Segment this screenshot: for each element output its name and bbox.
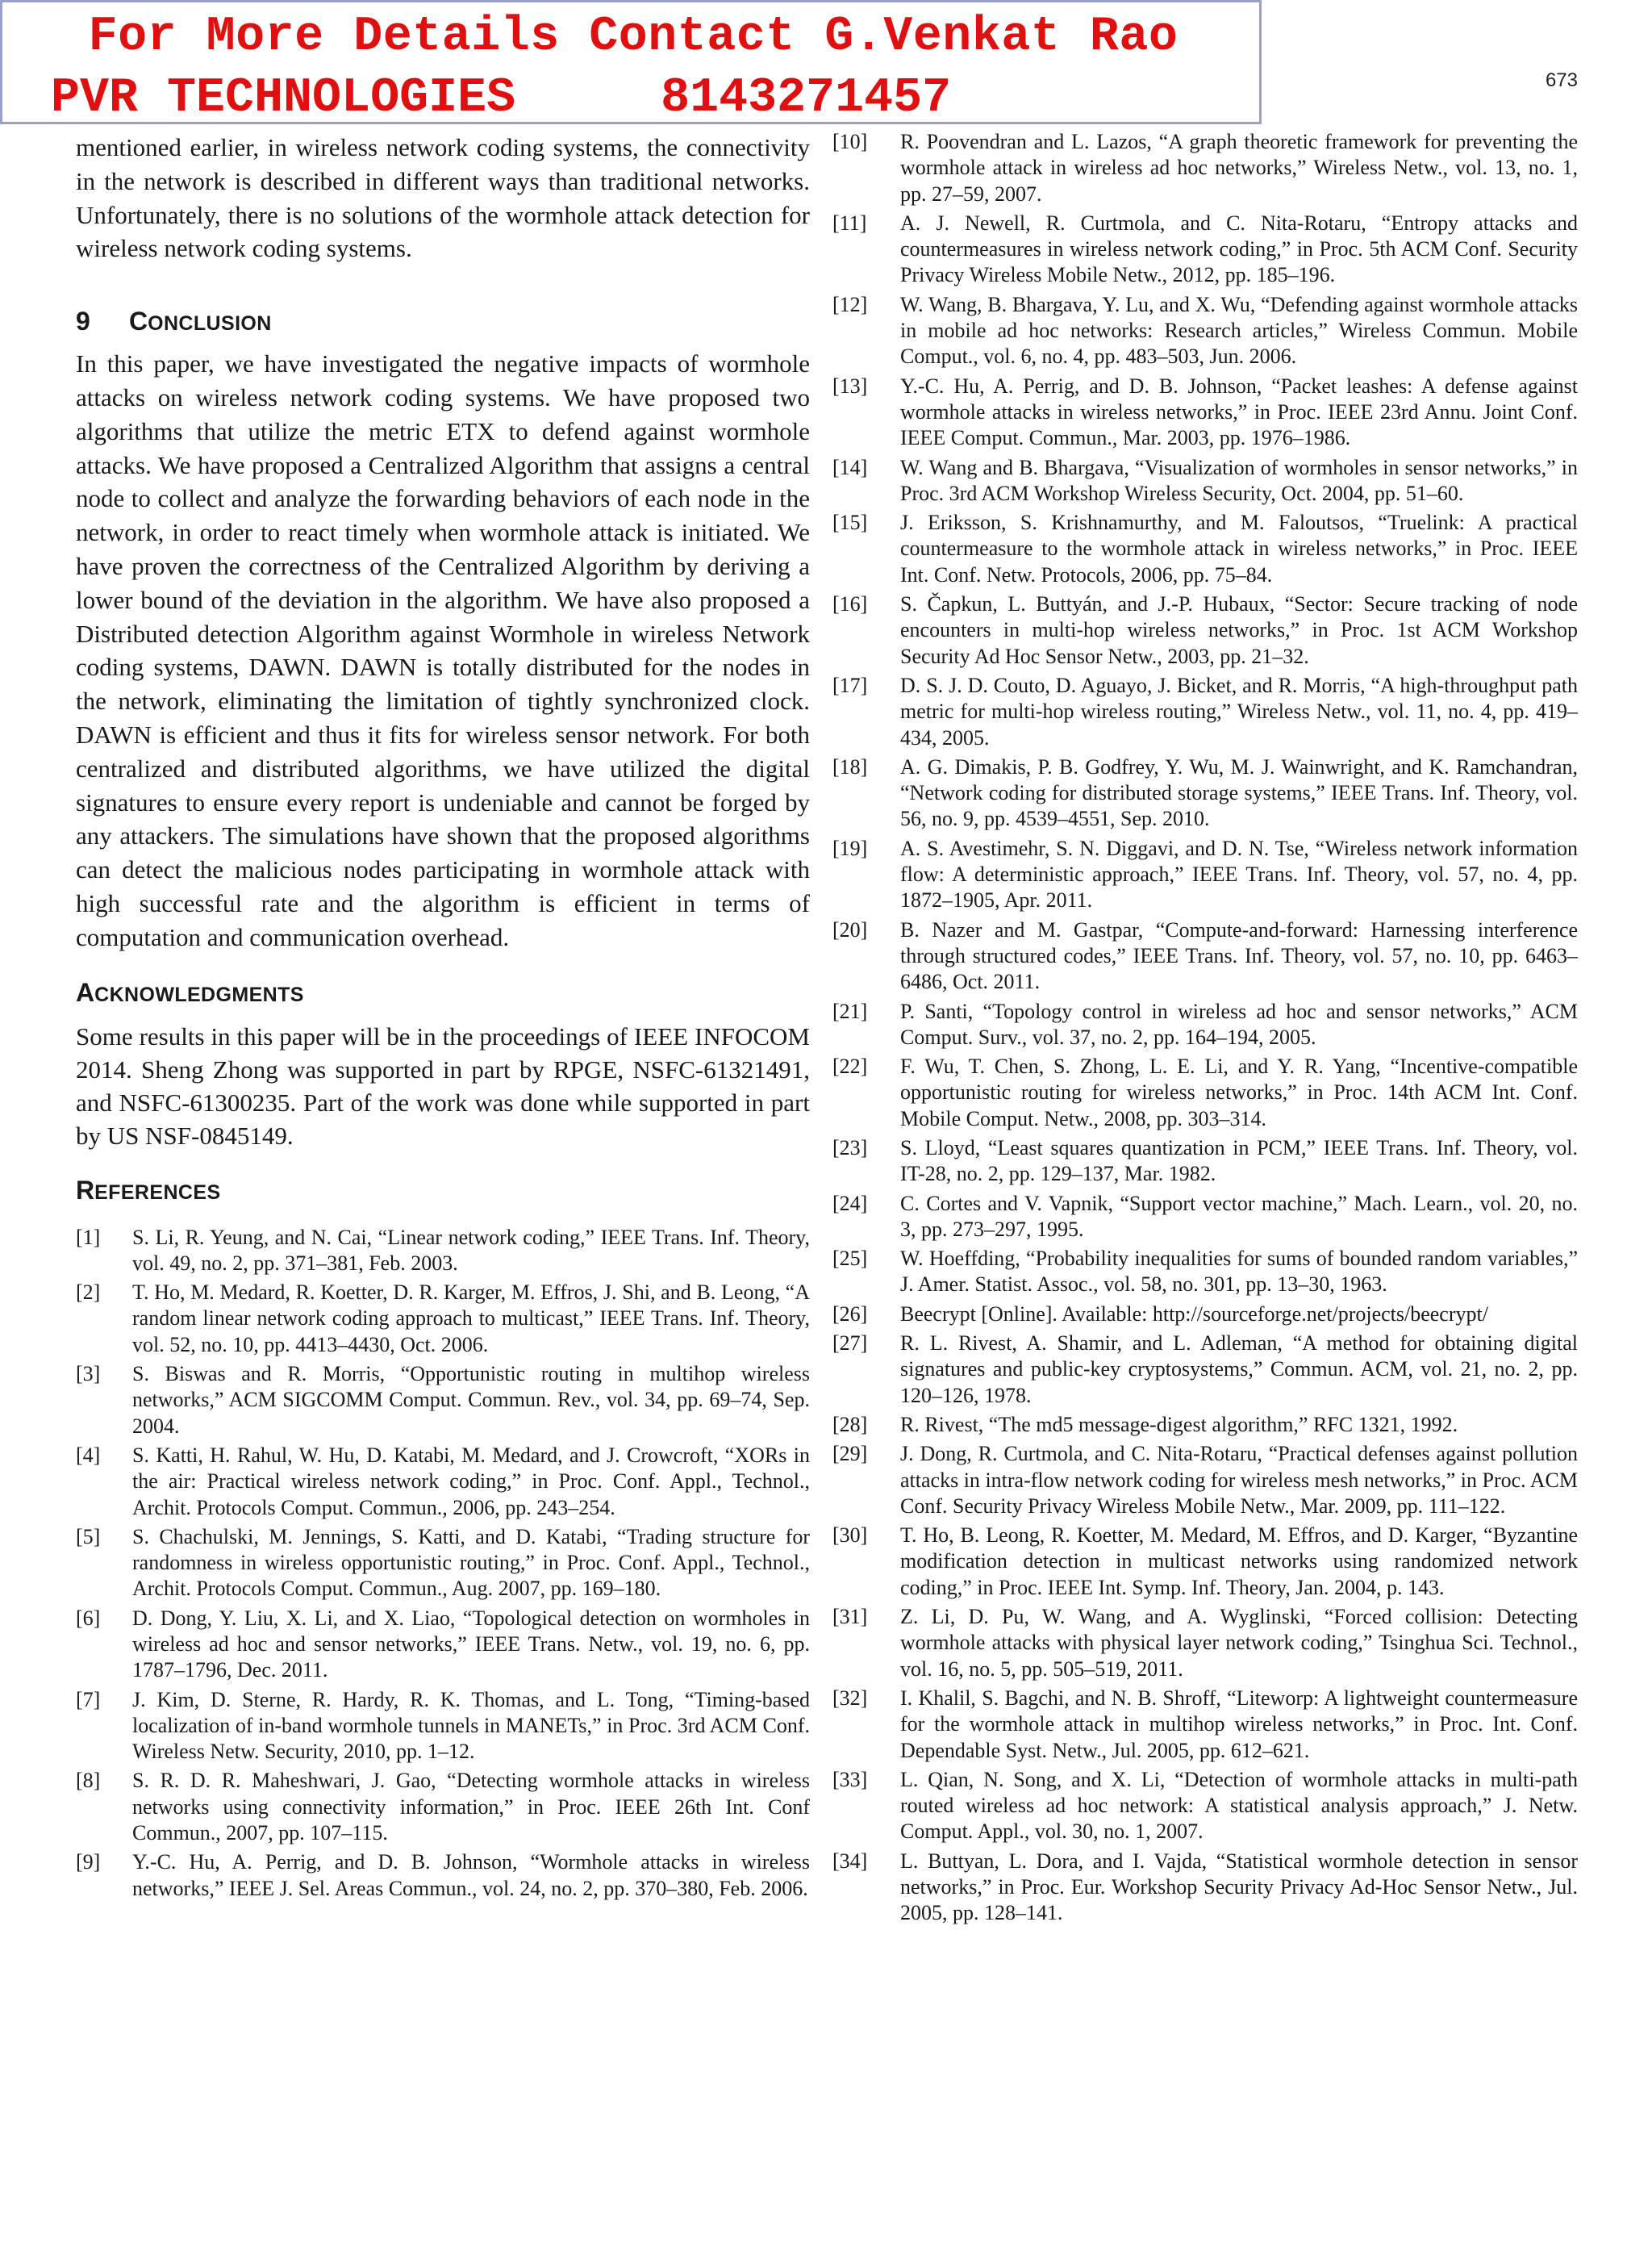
contact-banner <box>0 0 1262 124</box>
reference-text: S. Čapkun, L. Buttyán, and J.-P. Hubaux, “Sector: Secure tracking of node encounters in multi-hop wireless networks,” in Proc. 1st ACM Workshop Security Ad Hoc Sensor Netw., 2003, pp. 21–32. <box>900 592 1578 668</box>
reference-item <box>76 1225 810 1277</box>
references-heading <box>76 1174 810 1209</box>
reference-text: R. Poovendran and L. Lazos, “A graph theoretic framework for preventing the wormhole attack in wireless ad hoc networks,” Wireless Netw., vol. 13, no. 1, pp. 27–59, 2007. <box>900 130 1578 206</box>
reference-text: S. Li, R. Yeung, and N. Cai, “Linear network coding,” IEEE Trans. Inf. Theory, vol. 49, no. 2, pp. 371–381, Feb. 2003. <box>132 1225 810 1275</box>
reference-number: [20] <box>832 917 868 942</box>
reference-text: Beecrypt [Online]. Available: http://sourceforge.net/projects/beecrypt/ <box>900 1301 1488 1326</box>
reference-number: [26] <box>832 1301 868 1326</box>
banner-contact-line: For More Details Contact G.Venkat Rao <box>88 10 1179 65</box>
reference-text: Y.-C. Hu, A. Perrig, and D. B. Johnson, “Wormhole attacks in wireless networks,” IEEE J. Sel. Areas Commun., vol. 24, no. 2, pp. 370–380, Feb. 2006. <box>132 1850 810 1900</box>
reference-text: Y.-C. Hu, A. Perrig, and D. B. Johnson, “Packet leashes: A defense against wormhole attacks in wireless networks,” in Proc. IEEE 23rd Annu. Joint Conf. IEEE Comput. Commun., Mar. 2003, pp. 1976–1986. <box>900 374 1578 450</box>
reference-text: J. Dong, R. Curtmola, and C. Nita-Rotaru, “Practical defenses against pollution attacks in intra-flow network coding for wireless mesh networks,” in Proc. ACM Conf. Security Privacy Wireless Mobile Netw., Mar. 2009, pp. 111–122. <box>900 1442 1578 1518</box>
reference-item <box>832 1686 1578 1764</box>
reference-item <box>76 1687 810 1765</box>
reference-text: L. Buttyan, L. Dora, and I. Vajda, “Statistical wormhole detection in sensor networks,” in Proc. Eur. Workshop Security Privacy Ad-Hoc Sensor Netw., Jul. 2005, pp. 128–141. <box>900 1849 1578 1925</box>
reference-text: D. S. J. D. Couto, D. Aguayo, J. Bicket, and R. Morris, “A high-throughput path metric for multi-hop wireless routing,” Wireless Netw., vol. 11, no. 4, pp. 419–434, 2005. <box>900 673 1578 750</box>
acknowledgments-title-first: A <box>76 977 95 1007</box>
reference-item <box>832 455 1578 508</box>
reference-text: F. Wu, T. Chen, S. Zhong, L. E. Li, and Y. R. Yang, “Incentive-compatible opportunistic routing for wireless networks,” in Proc. 14th ACM Int. Conf. Mobile Comput. Netw., 2008, pp. 303–314. <box>900 1055 1578 1130</box>
reference-number: [22] <box>832 1055 868 1079</box>
conclusion-title-first: C <box>129 307 148 336</box>
reference-item <box>832 292 1578 370</box>
reference-text: B. Nazer and M. Gastpar, “Compute-and-forward: Harnessing interference through structured codes,” IEEE Trans. Inf. Theory, vol. 57, no. 10, pp. 6463–6486, Oct. 2011. <box>900 917 1578 994</box>
banner-phone: 8143271457 <box>661 71 952 126</box>
reference-number: [34] <box>832 1849 868 1873</box>
reference-item <box>76 1443 810 1521</box>
reference-item <box>832 1191 1578 1243</box>
references-title-rest: EFERENCES <box>94 1180 221 1204</box>
reference-number: [25] <box>832 1247 868 1271</box>
reference-number: [11] <box>832 211 867 235</box>
reference-text: S. Lloyd, “Least squares quantization in PCM,” IEEE Trans. Inf. Theory, vol. IT-28, no. 2, pp. 129–137, Mar. 1982. <box>900 1135 1578 1186</box>
reference-number: [18] <box>832 754 868 779</box>
reference-item <box>76 1606 810 1684</box>
reference-number: [12] <box>832 292 868 316</box>
reference-number: [19] <box>832 836 868 860</box>
reference-item <box>832 1331 1578 1409</box>
reference-number: [4] <box>76 1443 101 1467</box>
reference-item <box>832 673 1578 751</box>
reference-item <box>832 211 1578 289</box>
reference-item <box>832 1441 1578 1519</box>
reference-number: [3] <box>76 1362 101 1386</box>
reference-text: S. R. D. R. Maheshwari, J. Gao, “Detecting wormhole attacks in wireless networks using connectivity information,” in Proc. IEEE 26th Int. Conf Commun., 2007, pp. 107–115. <box>132 1769 810 1845</box>
reference-number: [17] <box>832 673 868 697</box>
reference-item <box>832 1301 1578 1327</box>
conclusion-text: In this paper, we have investigated the negative impacts of wormhole attacks on wireless network coding systems. We have proposed two algorithms that utilize the metric ETX to defend against wormhole attacks. We have proposed a Centralized Algorithm that assigns a central node to collect and analyze the forwarding behaviors of each node in the network, in order to react timely when wormhole attack is initiated. We have proven the correctness of the Centralized Algorithm by deriving a lower bound of the deviation in the algorithm. We have also proposed a Distributed detection Algorithm against Wormhole in wireless Network coding systems, DAWN. DAWN is totally distributed for the nodes in the network, eliminating the limitation of tightly synchronized clock. DAWN is efficient and thus it fits for wireless sensor network. For both centralized and distributed algorithms, we have utilized the digital signatures to ensure every report is undeniable and cannot be forged by any attackers. The simulations have shown that the proposed algorithms can detect the malicious nodes participating in wormhole attack with high successful rate and the algorithm is efficient in terms of computation and communication overhead. <box>76 349 810 951</box>
reference-number: [9] <box>76 1850 101 1874</box>
reference-number: [28] <box>832 1412 868 1436</box>
reference-text: S. Katti, H. Rahul, W. Hu, D. Katabi, M. Medard, and J. Crowcroft, “XORs in the air: Practical wireless network coding,” in Proc. Conf. Appl., Technol., Archit. Protocols Comput. Commun., 2006, pp. 243–254. <box>132 1443 810 1519</box>
reference-item <box>832 917 1578 996</box>
reference-number: [33] <box>832 1767 868 1791</box>
reference-item <box>832 1135 1578 1188</box>
reference-item <box>76 1361 810 1439</box>
reference-number: [13] <box>832 374 868 398</box>
reference-number: [29] <box>832 1442 868 1466</box>
intro-paragraph: mentioned earlier, in wireless network coding systems, the connectivity in the network is described in different ways than traditional networks. Unfortunately, there is no solutions of the wormhole attack detection for wireless network coding systems. <box>76 133 810 263</box>
reference-number: [7] <box>76 1687 101 1711</box>
reference-number: [10] <box>832 130 868 153</box>
references-title-first: R <box>76 1175 95 1205</box>
reference-text: T. Ho, M. Medard, R. Koetter, D. R. Karger, M. Effros, J. Shi, and B. Leong, “A random linear network coding approach to multicast,” IEEE Trans. Inf. Theory, vol. 52, no. 10, pp. 4413–4430, Oct. 2006. <box>132 1280 810 1356</box>
reference-number: [31] <box>832 1605 868 1629</box>
reference-text: A. S. Avestimehr, S. N. Diggavi, and D. N. Tse, “Wireless network information flow: A deterministic approach,” IEEE Trans. Inf. Theory, vol. 57, no. 4, pp. 1872–1905, Apr. 2011. <box>900 836 1578 913</box>
acknowledgments-heading <box>76 976 810 1011</box>
reference-number: [30] <box>832 1523 868 1548</box>
reference-text: S. Chachulski, M. Jennings, S. Katti, and D. Katabi, “Trading structure for randomness in wireless opportunistic routing,” in Proc. Conf. Appl., Technol., Archit. Protocols Comput. Commun., Aug. 2007, pp. 169–180. <box>132 1524 810 1601</box>
banner-company: PVR TECHNOLOGIES <box>51 71 516 126</box>
reference-number: [32] <box>832 1686 868 1710</box>
acknowledgments-title-rest: CKNOWLEDGMENTS <box>94 983 304 1006</box>
reference-item <box>76 1524 810 1602</box>
reference-number: [6] <box>76 1606 101 1630</box>
reference-list-left <box>76 1225 810 1902</box>
reference-text: S. Biswas and R. Morris, “Opportunistic routing in multihop wireless networks,” ACM SIGCOMM Comput. Commun. Rev., vol. 34, pp. 69–74, Sep. 2004. <box>132 1362 810 1438</box>
reference-number: [21] <box>832 999 868 1023</box>
reference-number: [1] <box>76 1225 101 1249</box>
reference-item <box>832 1604 1578 1682</box>
left-column <box>76 131 810 1905</box>
reference-item <box>832 374 1578 452</box>
conclusion-number: 9 <box>76 307 90 336</box>
reference-item <box>832 1412 1578 1438</box>
reference-number: [27] <box>832 1331 868 1356</box>
reference-text: W. Hoeffding, “Probability inequalities for sums of bounded random variables,” J. Amer. Statist. Assoc., vol. 58, no. 301, pp. 13–30, 1963. <box>900 1247 1578 1297</box>
reference-number: [23] <box>832 1135 868 1159</box>
reference-text: J. Kim, D. Sterne, R. Hardy, R. K. Thomas, and L. Tong, “Timing-based localization of in-band wormhole tunnels in MANETs,” in Proc. 3rd ACM Conf. Wireless Netw. Security, 2010, pp. 1–12. <box>132 1687 810 1764</box>
conclusion-heading <box>76 305 810 340</box>
reference-number: [14] <box>832 455 868 479</box>
reference-item <box>76 1849 810 1902</box>
reference-text: A. G. Dimakis, P. B. Godfrey, Y. Wu, M. J. Wainwright, and K. Ramchandran, “Network coding for distributed storage systems,” IEEE Trans. Inf. Theory, vol. 56, no. 9, pp. 4539–4551, Sep. 2010. <box>900 754 1578 831</box>
reference-list-right <box>832 129 1578 1927</box>
reference-text: D. Dong, Y. Liu, X. Li, and X. Liao, “Topological detection on wormholes in wireless ad hoc and sensor networks,” IEEE Trans. Netw., vol. 19, no. 6, pp. 1787–1796, Dec. 2011. <box>132 1606 810 1682</box>
reference-text: T. Ho, B. Leong, R. Koetter, M. Medard, M. Effros, and D. Karger, “Byzantine modification detection in multicast networks using randomized network coding,” in Proc. IEEE Int. Symp. Inf. Theory, Jan. 2004, p. 143. <box>900 1523 1578 1599</box>
reference-item <box>832 1523 1578 1601</box>
conclusion-title-rest: ONCLUSION <box>148 312 272 336</box>
acknowledgments-text: Some results in this paper will be in the proceedings of IEEE INFOCOM 2014. Sheng Zhong was supported in part by RPGE, NSFC-61321491, and NSFC-61300235. Part of the work was done while supported in part by US NSF-0845149. <box>76 1021 810 1150</box>
page-number: 673 <box>1545 69 1578 91</box>
reference-item <box>832 1849 1578 1927</box>
reference-item <box>832 836 1578 914</box>
reference-item <box>832 1246 1578 1298</box>
reference-number: [24] <box>832 1191 868 1215</box>
reference-text: W. Wang and B. Bhargava, “Visualization of wormholes in sensor networks,” in Proc. 3rd ACM Workshop Wireless Security, Oct. 2004, pp. 51–60. <box>900 455 1578 505</box>
reference-text: Z. Li, D. Pu, W. Wang, and A. Wyglinski, “Forced collision: Detecting wormhole attacks with physical layer network coding,” Tsinghua Sci. Technol., vol. 16, no. 5, pp. 505–519, 2011. <box>900 1605 1578 1681</box>
reference-text: A. J. Newell, R. Curtmola, and C. Nita-Rotaru, “Entropy attacks and countermeasures in wireless network coding,” in Proc. 5th ACM Conf. Security Privacy Wireless Mobile Netw., 2012, pp. 185–196. <box>900 211 1578 287</box>
reference-text: R. Rivest, “The md5 message-digest algorithm,” RFC 1321, 1992. <box>900 1412 1458 1436</box>
reference-item <box>832 754 1578 833</box>
reference-item <box>76 1768 810 1846</box>
banner-company-line <box>51 70 1180 127</box>
reference-number: [2] <box>76 1280 101 1305</box>
reference-text: C. Cortes and V. Vapnik, “Support vector machine,” Mach. Learn., vol. 20, no. 3, pp. 273–297, 1995. <box>900 1191 1578 1241</box>
reference-item <box>76 1280 810 1358</box>
reference-text: W. Wang, B. Bhargava, Y. Lu, and X. Wu, “Defending against wormhole attacks in mobile ad hoc networks: Research articles,” Wireless Commun. Mobile Comput., vol. 6, no. 4, pp. 483–503, Jun. 2006. <box>900 292 1578 369</box>
reference-number: [16] <box>832 592 868 616</box>
reference-item <box>832 510 1578 588</box>
reference-number: [15] <box>832 511 868 535</box>
right-column <box>832 129 1578 1930</box>
reference-text: J. Eriksson, S. Krishnamurthy, and M. Faloutsos, “Truelink: A practical countermeasure to the wormhole attack in wireless networks,” in Proc. IEEE Int. Conf. Netw. Protocols, 2006, pp. 75–84. <box>900 511 1578 587</box>
reference-text: P. Santi, “Topology control in wireless ad hoc and sensor networks,” ACM Comput. Surv., vol. 37, no. 2, pp. 164–194, 2005. <box>900 999 1578 1049</box>
reference-number: [5] <box>76 1524 101 1548</box>
reference-item <box>832 1054 1578 1132</box>
reference-text: R. L. Rivest, A. Shamir, and L. Adleman, “A method for obtaining digital signatures and public-key cryptosystems,” Commun. ACM, vol. 21, no. 2, pp. 120–126, 1978. <box>900 1331 1578 1407</box>
reference-number: [8] <box>76 1769 101 1793</box>
reference-text: L. Qian, N. Song, and X. Li, “Detection of wormhole attacks in multi-path routed wireless ad hoc network: A statistical analysis approach,” J. Netw. Comput. Appl., vol. 30, no. 1, 2007. <box>900 1767 1578 1844</box>
reference-item <box>832 591 1578 670</box>
reference-item <box>832 1767 1578 1845</box>
reference-item <box>832 999 1578 1051</box>
reference-text: I. Khalil, S. Bagchi, and N. B. Shroff, “Liteworp: A lightweight countermeasure for the wormhole attack in multihop wireless networks,” in Proc. Int. Conf. Dependable Syst. Netw., Jul. 2005, pp. 612–621. <box>900 1686 1578 1762</box>
reference-item <box>832 129 1578 207</box>
